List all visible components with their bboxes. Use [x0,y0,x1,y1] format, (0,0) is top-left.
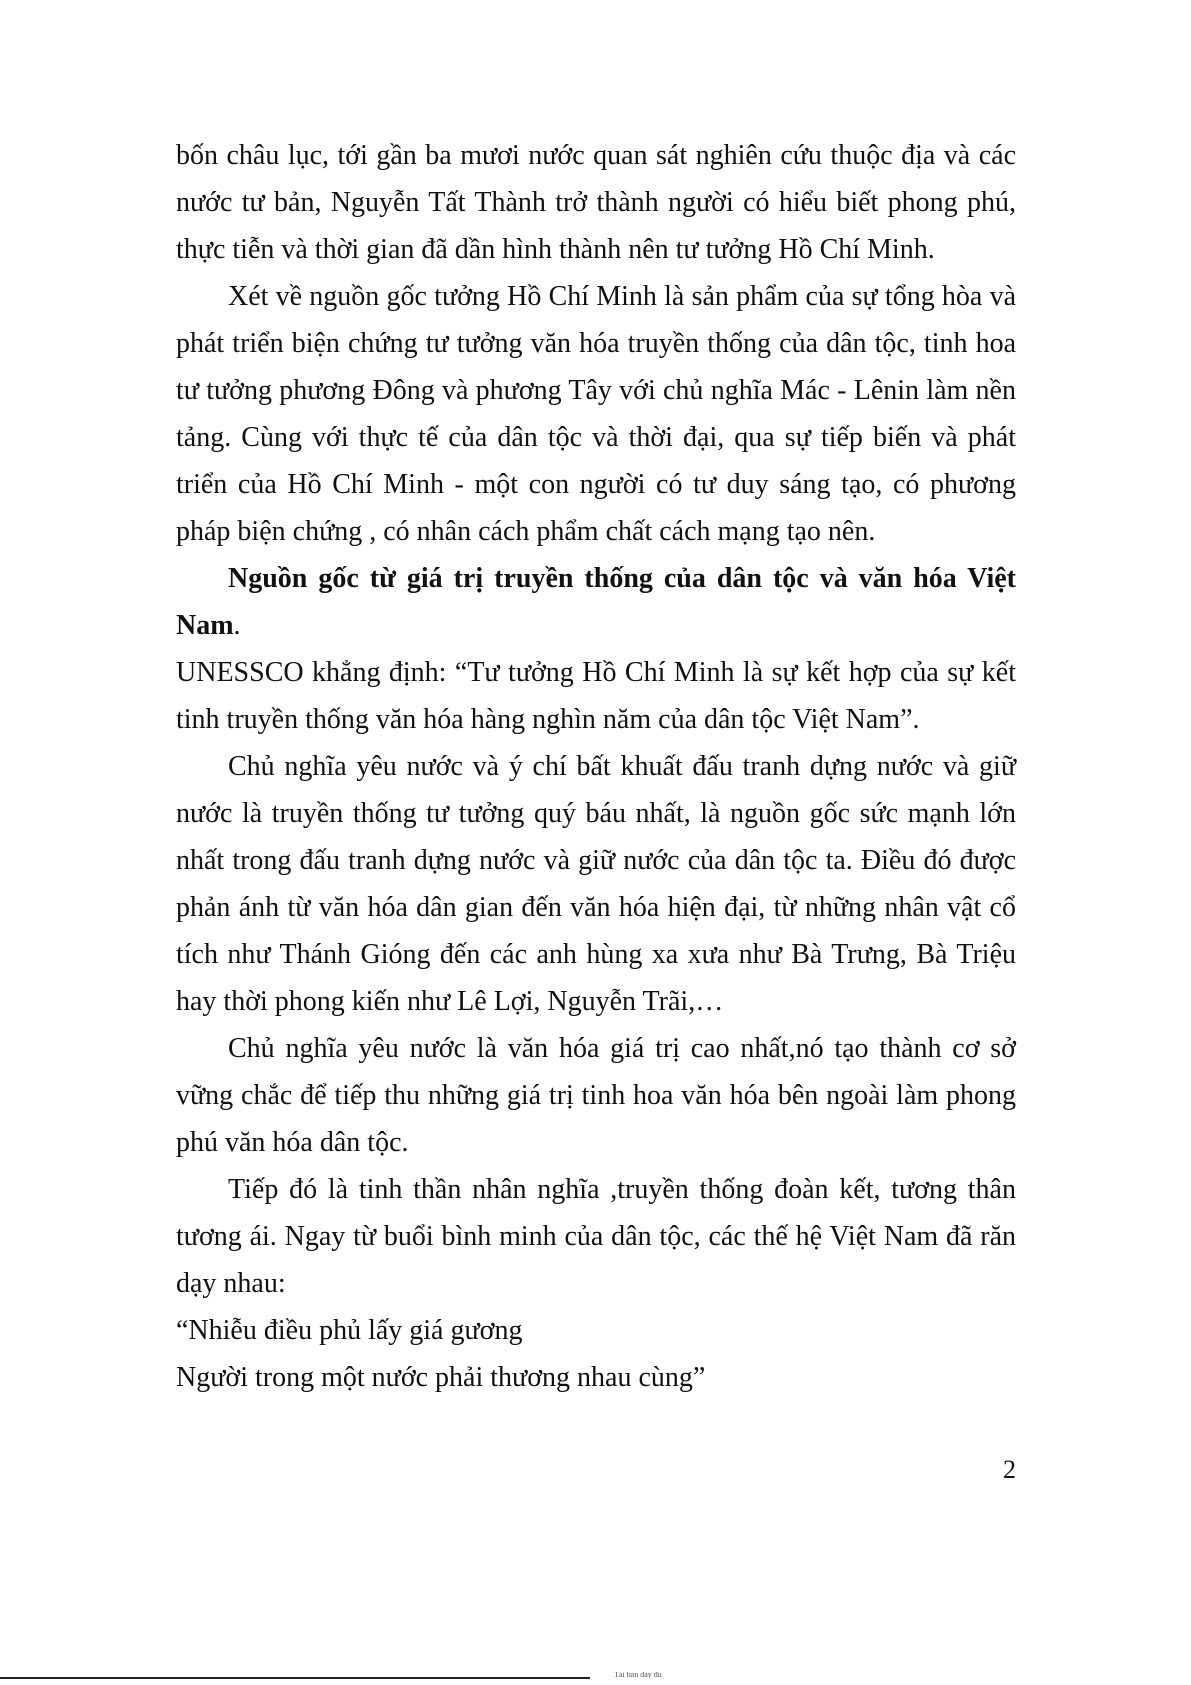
page-number: 2 [1003,1455,1016,1484]
paragraph-origin: Xét về nguồn gốc tưởng Hồ Chí Minh là sản phẩm của sự tổng hòa và phát triển biện chứng tư tưởng văn hóa truyền thống của dân tộc, tinh hoa tư tưởng phương Đông và phương Tây với chủ nghĩa Mác - Lênin làm nền tảng. Cùng với thực tế của dân tộc và thời đại, qua sự tiếp biến và phát triển của Hồ Chí Minh - một con người có tư duy sáng tạo, có phương pháp biện chứng , có nhân cách phẩm chất cách mạng tạo nên. [176,281,1016,547]
paragraph-patriotism: Chủ nghĩa yêu nước và ý chí bất khuất đấu tranh dựng nước và giữ nước là truyền thống tư tưởng quý báu nhất, là nguồn gốc sức mạnh lớn nhất trong đấu tranh dựng nước và giữ nước của dân tộc ta. Điều đó được phản ánh từ văn hóa dân gian đến văn hóa hiện đại, từ những nhân vật cổ tích như Thánh Gióng đến các anh hùng xa xưa như Bà Trưng, Bà Triệu hay thời phong kiến như Lê Lợi, Nguyễn Trãi,… [176,751,1016,1017]
footer-mark: Tải bản đầy đủ [614,1672,662,1678]
section-heading: Nguồn gốc từ giá trị truyền thống của dân tộc và văn hóa Việt Nam [176,563,1016,641]
paragraph-unesco: UNESSCO khẳng định: “Tư tưởng Hồ Chí Minh là sự kết hợp của sự kết tinh truyền thống văn hóa hàng nghìn năm của dân tộc Việt Nam”. [176,657,1016,735]
verse-line-1: “Nhiễu điều phủ lấy giá gương [176,1315,523,1346]
document-body [176,132,1016,1401]
paragraph-culture-value: Chủ nghĩa yêu nước là văn hóa giá trị cao nhất,nó tạo thành cơ sở vững chắc để tiếp thu những giá trị tinh hoa văn hóa bên ngoài làm phong phú văn hóa dân tộc. [176,1033,1016,1158]
paragraph-continuation: bốn châu lục, tới gần ba mươi nước quan sát nghiên cứu thuộc địa và các nước tư bản, Nguyễn Tất Thành trở thành người có hiểu biết phong phú, thực tiễn và thời gian đã dần hình thành nên tư tưởng Hồ Chí Minh. [176,140,1016,265]
paragraph-solidarity: Tiếp đó là tinh thần nhân nghĩa ,truyền thống đoàn kết, tương thân tương ái. Ngay từ buổi bình minh của dân tộc, các thế hệ Việt Nam đã răn dạy nhau: [176,1174,1016,1299]
paragraph-heading [176,555,1016,649]
section-heading-period: . [233,610,241,641]
footer-divider [0,1677,590,1679]
verse-line-2: Người trong một nước phải thương nhau cùng” [176,1362,706,1393]
